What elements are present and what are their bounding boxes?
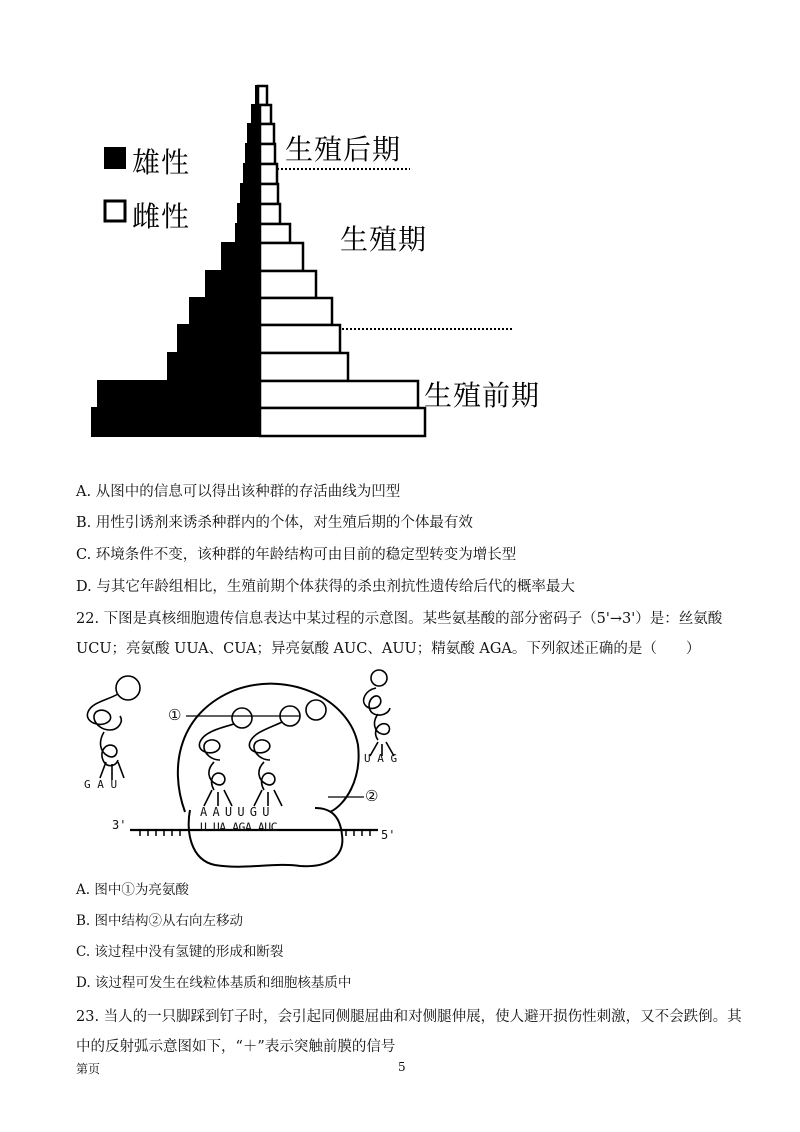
q22-stem-line2: UCU；亮氨酸 UUA、CUA；异亮氨酸 AUC、AUU；精氨酸 AGA。下列叙述正确的是（ ） — [76, 641, 701, 657]
male-bar — [238, 204, 260, 224]
q23-stem-line1: 23. 当人的一只脚踩到钉子时，会引起同侧腿屈曲和对侧腿伸展，使人避开损伤性刺激，又不会跌倒。其 — [76, 1009, 742, 1025]
bound-anticodons: A A U U G U — [200, 805, 269, 819]
mrna-end-5prime: 5' — [381, 828, 396, 842]
stage-post-reproductive: 生殖后期 — [285, 133, 402, 166]
female-bar — [260, 105, 271, 124]
female-bar — [260, 124, 274, 144]
mrna-codons: U UA AGA AUC — [200, 820, 278, 834]
legend-female-swatch — [105, 201, 125, 221]
female-bar — [260, 164, 277, 184]
q22-option-c: C. 该过程中没有氢键的形成和断裂 — [76, 944, 284, 960]
male-bar — [246, 144, 260, 164]
q22-stem-line1: 22. 下图是真核细胞遗传信息表达中某过程的示意图。某些氨基酸的部分密码子（5'→3'）是：丝氨酸 — [76, 611, 723, 627]
female-bar — [258, 86, 267, 105]
stage-reproductive: 生殖期 — [340, 223, 428, 256]
q22-option-b: B. 图中结构②从右向左移动 — [76, 913, 244, 929]
right-trna-anticodon: U A G — [364, 752, 398, 765]
trna-right — [364, 670, 394, 756]
male-bar — [248, 124, 260, 144]
male-bar — [168, 353, 260, 381]
mrna-end-3prime: 3' — [112, 818, 127, 832]
female-bar — [260, 243, 303, 271]
q23-stem-line2: 中的反射弧示意图如下，“＋”表示突触前膜的信号 — [76, 1039, 396, 1055]
female-bar — [260, 224, 290, 243]
page-number: 5 — [398, 1060, 406, 1074]
amino-acid-circle — [232, 708, 252, 728]
q22-option-a: A. 图中①为亮氨酸 — [76, 882, 189, 898]
male-bar — [244, 164, 260, 184]
q21-option-a: A. 从图中的信息可以得出该种群的存活曲线为凹型 — [76, 484, 401, 500]
female-bar — [260, 353, 348, 381]
footer-label: 第页 — [76, 1062, 101, 1076]
legend-female-label: 雌性 — [132, 200, 191, 233]
female-bar — [260, 204, 280, 224]
male-bar — [92, 408, 260, 436]
q21-option-d: D. 与其它年龄组相比，生殖前期个体获得的杀虫剂抗性遗传给后代的概率最大 — [76, 579, 575, 595]
male-bar — [178, 325, 260, 353]
amino-acid-circle — [371, 670, 387, 686]
legend-male-swatch — [104, 147, 126, 169]
female-bar — [260, 271, 316, 298]
q22-option-d: D. 该过程可发生在线粒体基质和细胞核基质中 — [76, 975, 352, 991]
translation-diagram — [0, 660, 800, 880]
stage-pre-reproductive: 生殖前期 — [424, 379, 541, 412]
female-bar — [260, 298, 332, 325]
amino-acid-circle — [306, 700, 326, 720]
male-bars — [92, 86, 260, 436]
legend-male-label: 雄性 — [132, 146, 191, 179]
male-bar — [98, 381, 260, 408]
female-bar — [260, 381, 418, 408]
trna-bound-1 — [199, 708, 252, 806]
q21-option-c: C. 环境条件不变，该种群的年龄结构可由目前的稳定型转变为增长型 — [76, 547, 517, 563]
left-trna-anticodon: G A U — [84, 778, 118, 791]
diagram-label-2: ② — [365, 787, 379, 805]
female-bar — [260, 325, 340, 353]
male-bar — [222, 243, 260, 271]
male-bar — [190, 298, 260, 325]
female-bar — [260, 144, 275, 164]
male-bar — [236, 224, 260, 243]
trna-left — [87, 676, 140, 780]
diagram-label-1: ① — [168, 706, 182, 724]
male-bar — [241, 184, 260, 204]
male-bar — [206, 271, 260, 298]
female-bar — [260, 184, 278, 204]
female-bar — [260, 408, 425, 436]
amino-acid-circle — [116, 676, 140, 700]
q21-option-b: B. 用性引诱剂来诱杀种群内的个体，对生殖后期的个体最有效 — [76, 515, 473, 531]
